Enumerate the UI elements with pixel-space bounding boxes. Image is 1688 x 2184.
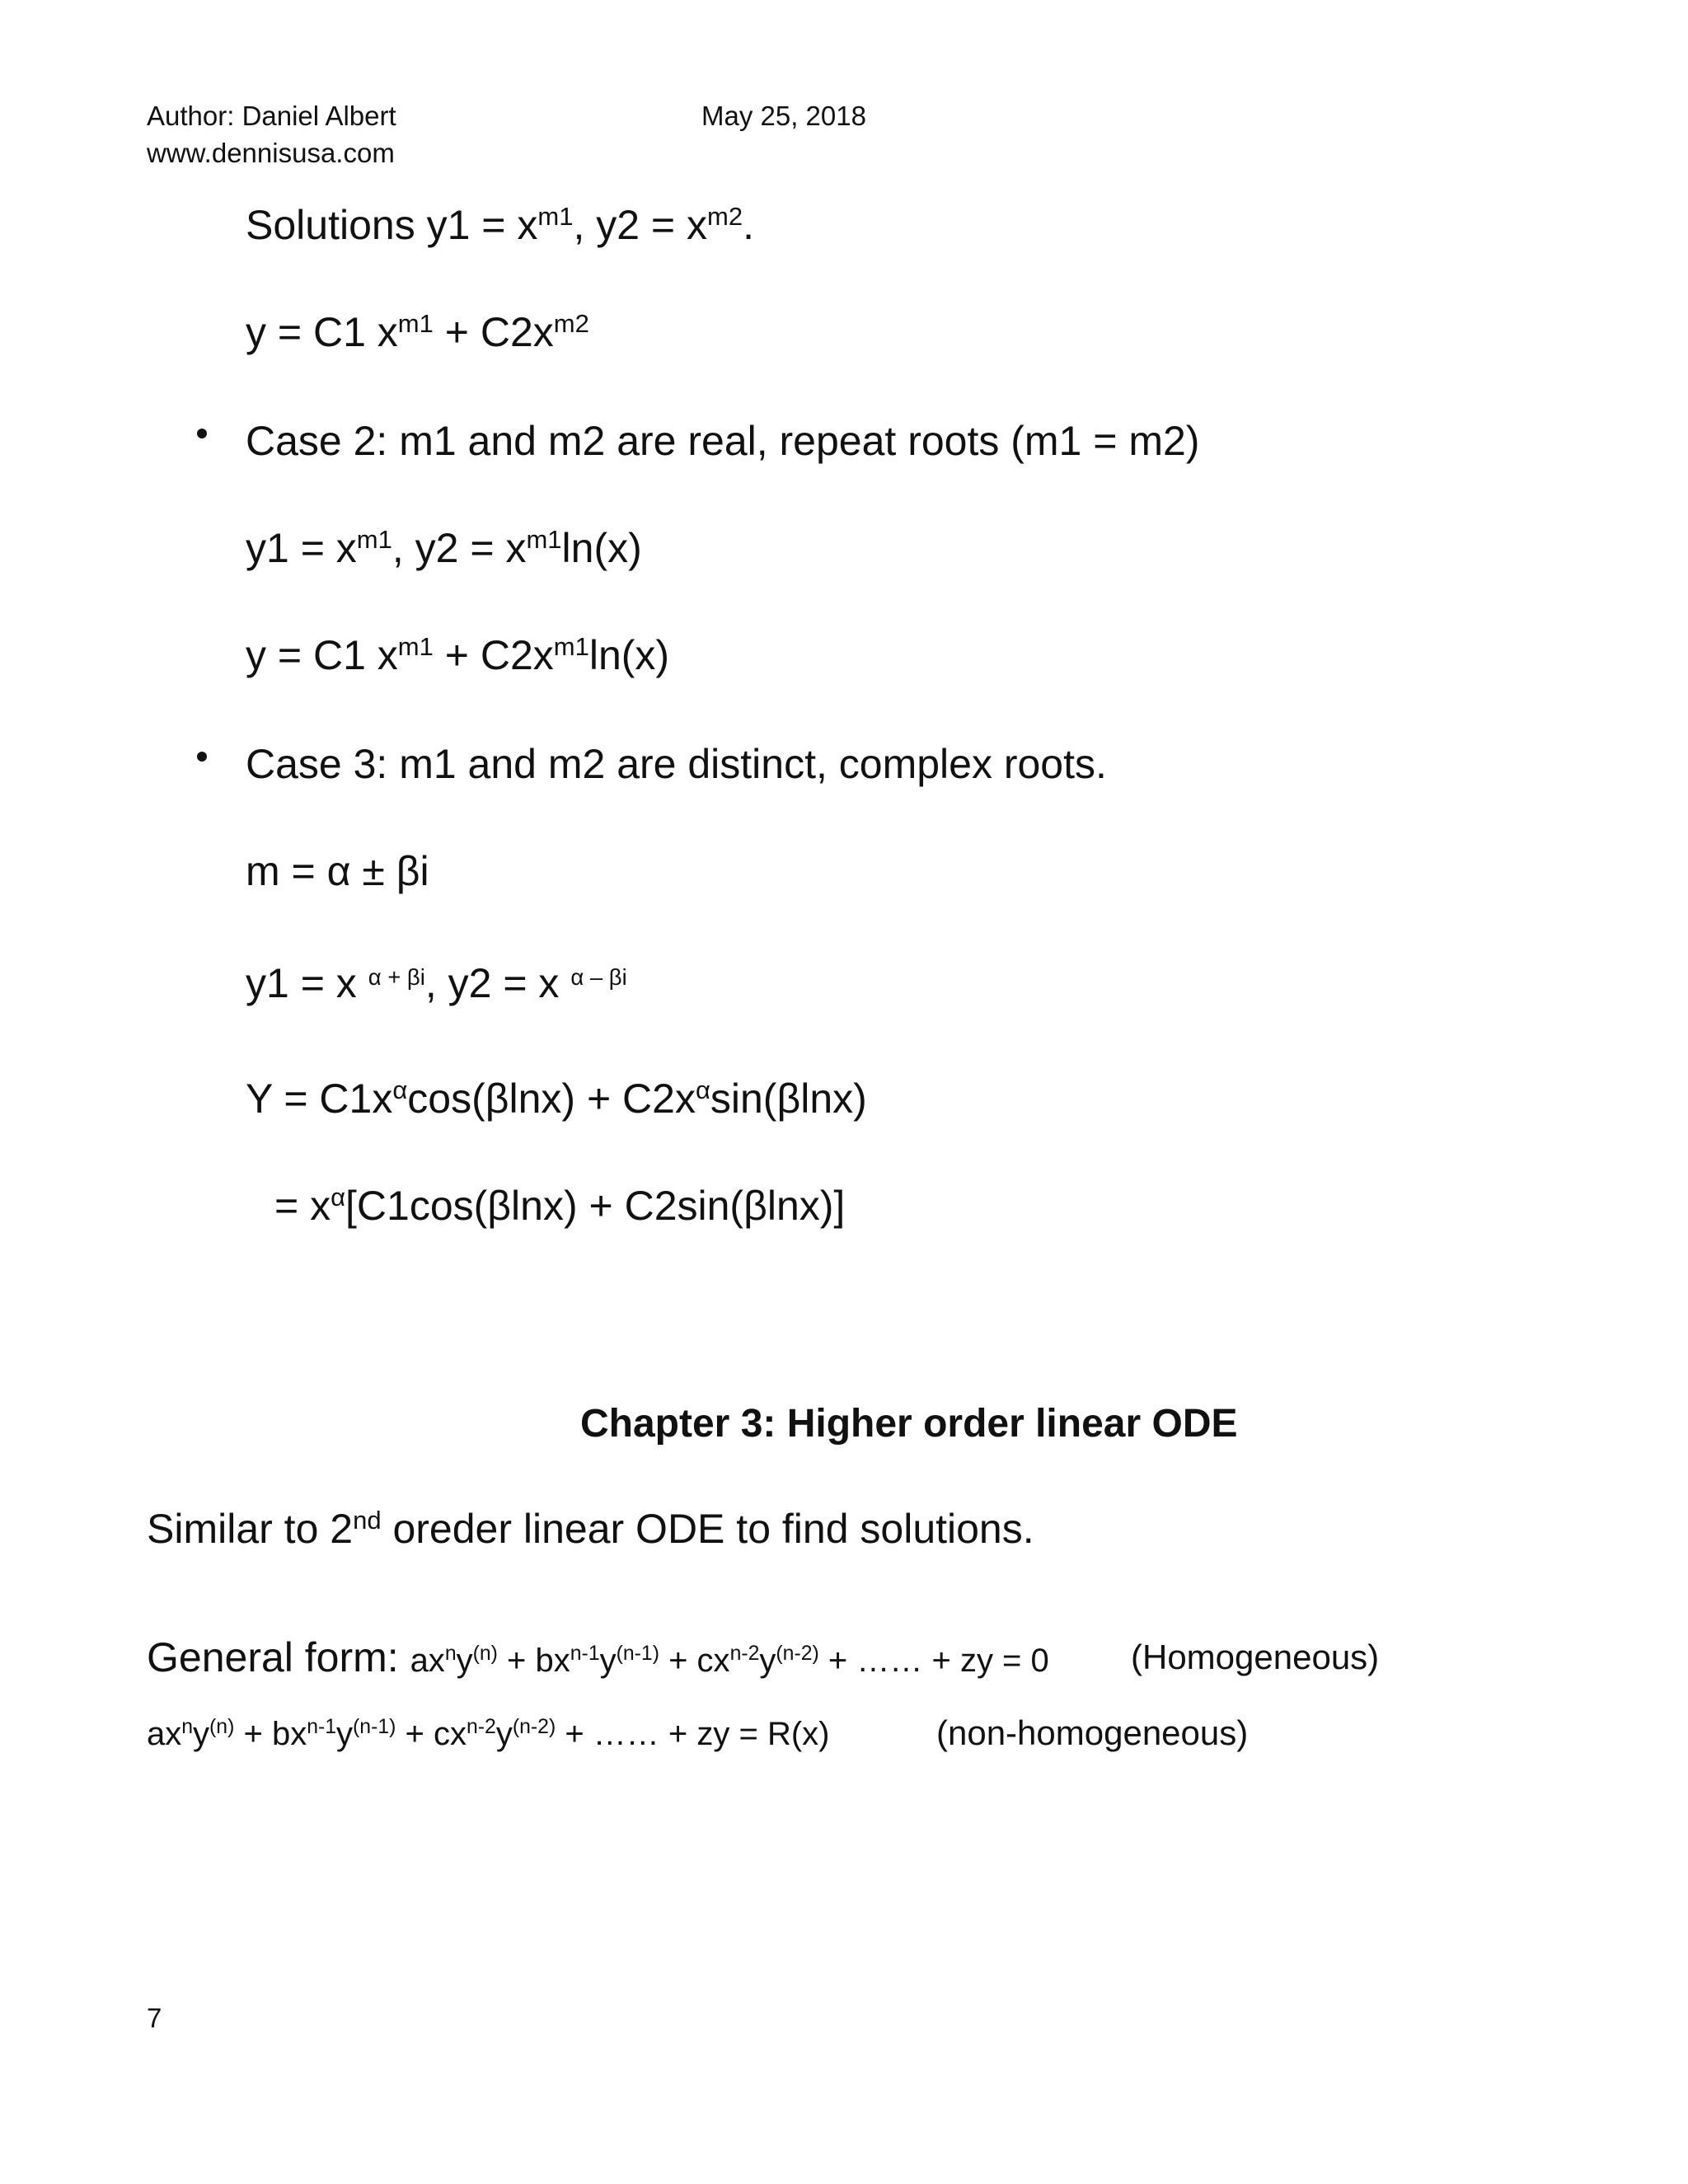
case3-title: Case 3: m1 and m2 are distinct, complex roots. (246, 741, 1107, 787)
case2-solutions (246, 524, 642, 571)
text: , y2 = x (573, 202, 708, 248)
bullet-icon (197, 429, 207, 438)
superscript: nd (353, 1505, 382, 1535)
exponent: α (331, 1182, 346, 1212)
homogeneous-equation: $ax^ny^{(n)} + bx^{n-1}y^{(n-1)} + cx^{n-2}y^{(n-2)}$ + …… + zy = 0 (410, 1643, 1049, 1679)
exponent: m1 (397, 631, 434, 661)
author-label: Author: Daniel Albert (147, 101, 396, 131)
case3-roots: m = α ± βi (246, 848, 429, 894)
exponent: m2 (553, 308, 589, 338)
text: , y2 = x (424, 960, 571, 1006)
exponent: α (392, 1075, 408, 1104)
exponent: α (695, 1075, 710, 1104)
bullet-icon (197, 752, 207, 762)
date-label: May 25, 2018 (701, 101, 866, 131)
exponent: m1 (397, 308, 434, 338)
text: oreder linear ODE to find solutions. (381, 1506, 1034, 1552)
page-number: 7 (147, 2003, 162, 2033)
case2-general-solution (246, 631, 670, 678)
text: cos(βlnx) + C2x (407, 1076, 696, 1122)
text: sin(βlnx) (710, 1076, 867, 1122)
text: Y = C1x (246, 1076, 393, 1122)
case2-title: Case 2: m1 and m2 are real, repeat roots (m1 = m2) (246, 418, 1200, 464)
case1-general-solution (246, 308, 589, 355)
case3-factored-solution (274, 1182, 846, 1229)
case3-solutions (246, 960, 627, 1006)
text: y = C1 x (246, 632, 398, 678)
exponent: α – βi (570, 963, 627, 990)
text: Similar to 2 (147, 1506, 354, 1552)
text: . (743, 202, 755, 248)
text: Solutions y1 = x (246, 202, 538, 248)
text: y = C1 x (246, 309, 398, 355)
exponent: m1 (553, 631, 589, 661)
case3-general-solution (246, 1075, 867, 1122)
text: , y2 = x (392, 525, 527, 571)
exponent: m1 (526, 524, 562, 554)
exponent: α + βi (368, 963, 425, 990)
general-form-homogeneous (147, 1634, 1049, 1680)
exponent: m1 (537, 201, 574, 231)
homogeneous-label: (Homogeneous) (1131, 1638, 1380, 1676)
nonhomogeneous-label: (non-homogeneous) (936, 1713, 1249, 1752)
text: y1 = x (246, 960, 368, 1006)
rhs: R(x) (767, 1716, 830, 1752)
case1-solutions (246, 201, 755, 248)
text: [C1cos(βlnx) + C2sin(βlnx)] (345, 1183, 846, 1229)
nonhomogeneous-equation: $ax^ny^{(n)} + bx^{n-1}y^{(n-1)} + cx^{n-2}y^{(n-2)}$ + …… + zy = R(x) (147, 1716, 830, 1752)
text: ln(x) (561, 525, 642, 571)
text: + C2x (433, 309, 554, 355)
text: y1 = x (246, 525, 357, 571)
text: = x (274, 1183, 331, 1229)
exponent: m2 (707, 201, 743, 231)
text: + C2x (433, 632, 554, 678)
general-form-label: General form: (147, 1634, 410, 1680)
rhs: 0 (1030, 1643, 1049, 1679)
exponent: m1 (356, 524, 392, 554)
chapter-intro (147, 1505, 1034, 1552)
text: ln(x) (588, 632, 670, 678)
website-label: www.dennisusa.com (147, 138, 395, 168)
chapter-title: Chapter 3: Higher order linear ODE (580, 1402, 1238, 1446)
